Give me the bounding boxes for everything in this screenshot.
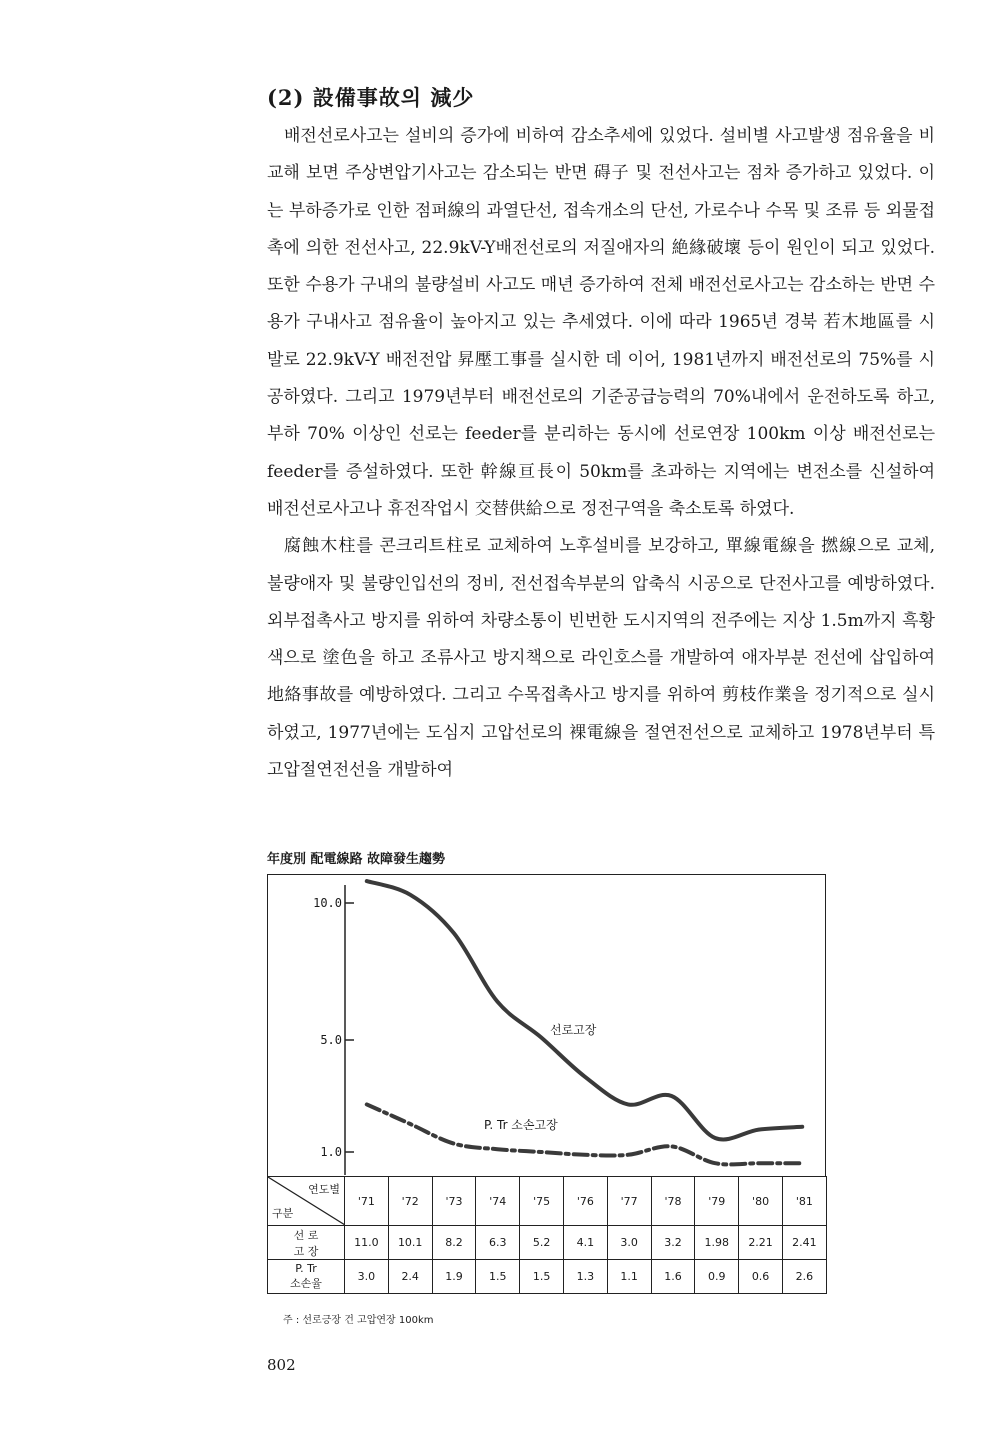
- y-tick-label: 10.0: [313, 896, 342, 910]
- year-header: '72: [388, 1177, 432, 1226]
- paragraph-1: 배전선로사고는 설비의 증가에 비하여 감소추세에 있었다. 설비별 사고발생 점유율을 비교해 보면 주상변압기사고는 감소되는 반면 碍子 및 전선사고는 점차 증가하고 있었다. 이는 부하증가로 인한 점퍼線의 과열단선, 접속개소의 단선, 가로수나 수목 및 조류 등 외물접촉에 의한 전선사고, 22.9kV-Y배전선로의 저질애자의 絶緣破壞 등이 원인이 되고 있었다. 또한 수용가 구내의 불량설비 사고도 매년 증가하여 전체 배전선로사고는 감소하는 반면 수용가 구내사고 점유율이 높아지고 있는 추세였다. 이에 따라 1965년 경북 若木地區를 시발로 22.9kV-Y 배전전압 昇壓工事를 실시한 데 이어, 1981년까지 배전선로의 75%를 시공하였다. 그리고 1979년부터 배전선로의 기준공급능력의 70%내에서 운전하도록 하고, 부하 70% 이상인 선로는 feeder를 분리하는 동시에 선로연장 100km 이상 배전선로는 feeder를 증설하였다. 또한 幹線亘長이 50km를 초과하는 지역에는 변전소를 신설하여 배전선로사고나 휴전작업시 交替供給으로 정전구역을 축소토록 하였다.: [267, 126, 935, 519]
- table-cell: 0.6: [739, 1260, 783, 1294]
- table-cell: 1.5: [476, 1260, 520, 1294]
- table-cell: 1.3: [563, 1260, 607, 1294]
- row-label: [268, 1260, 345, 1294]
- table-cell: 0.9: [695, 1260, 739, 1294]
- year-header: '78: [651, 1177, 695, 1226]
- table-cell: 3.0: [345, 1260, 389, 1294]
- table-row: [268, 1226, 827, 1260]
- table-cell: 2.21: [739, 1226, 783, 1260]
- table-cell: 1.98: [695, 1226, 739, 1260]
- year-header: '73: [432, 1177, 476, 1226]
- year-header: '71: [345, 1177, 389, 1226]
- table-cell: 11.0: [345, 1226, 389, 1260]
- row-label-line: 소손율: [290, 1277, 322, 1290]
- year-header: '77: [607, 1177, 651, 1226]
- table-cell: 3.2: [651, 1226, 695, 1260]
- table-cell: 1.9: [432, 1260, 476, 1294]
- paragraph-2: 腐蝕木柱를 콘크리트柱로 교체하여 노후설비를 보강하고, 單線電線을 撚線으로 교체, 불량애자 및 불량인입선의 정비, 전선접속부분의 압축식 시공으로 단전사고를 예방하였다. 외부접촉사고 방지를 위하여 차량소통이 빈번한 도시지역의 전주에는 지상 1.5m까지 흑황색으로 塗色을 하고 조류사고 방지책으로 라인호스를 개발하여 애자부분 전선에 삽입하여 地絡事故를 예방하였다. 그리고 수목접촉사고 방지를 위하여 剪枝作業을 정기적으로 실시하였고, 1977년에는 도심지 고압선로의 裸電線을 절연전선으로 교체하고 1978년부터 특고압절연전선을 개발하여: [267, 536, 935, 781]
- year-header: '80: [739, 1177, 783, 1226]
- year-header: '81: [782, 1177, 826, 1226]
- series-label: 선로고장: [550, 1023, 597, 1037]
- table-header-row: [268, 1177, 827, 1226]
- year-header: '76: [563, 1177, 607, 1226]
- corner-label-year: 연도별: [308, 1183, 340, 1196]
- table-cell: 1.6: [651, 1260, 695, 1294]
- table-cell: 1.5: [520, 1260, 564, 1294]
- section-title: (2) 設備事故의 減少: [267, 85, 475, 110]
- row-label-line: 선 로: [293, 1228, 319, 1242]
- table-cell: 3.0: [607, 1226, 651, 1260]
- body-text: [267, 118, 935, 789]
- corner-label-category: 구분: [272, 1207, 294, 1220]
- page-number: 802: [267, 1356, 296, 1374]
- table-cell: 2.6: [782, 1260, 826, 1294]
- series-line-line-fault: [367, 881, 802, 1139]
- table-cell: 10.1: [388, 1226, 432, 1260]
- table-cell: 5.2: [520, 1226, 564, 1260]
- row-label-line: P. Tr: [295, 1262, 317, 1275]
- data-table: [267, 1176, 827, 1294]
- y-tick-label: 1.0: [320, 1145, 342, 1159]
- y-tick-label: 5.0: [320, 1033, 342, 1047]
- footnote: 주 : 선로긍장 건 고압연장 100km: [283, 1315, 434, 1326]
- table-corner-cell: [268, 1177, 345, 1226]
- table-cell: 2.41: [782, 1226, 826, 1260]
- table-cell: 4.1: [563, 1226, 607, 1260]
- chart-frame: [267, 874, 826, 1177]
- chart-caption: 年度別 配電線路 故障發生趨勢: [267, 852, 446, 867]
- row-label-line: 고 장: [293, 1244, 319, 1258]
- series-label: P. Tr 소손고장: [484, 1118, 558, 1132]
- table-cell: 8.2: [432, 1226, 476, 1260]
- year-header: '75: [520, 1177, 564, 1226]
- row-label: [268, 1226, 345, 1260]
- table-row: [268, 1260, 827, 1294]
- year-header: '74: [476, 1177, 520, 1226]
- table-cell: 1.1: [607, 1260, 651, 1294]
- year-header: '79: [695, 1177, 739, 1226]
- table-cell: 2.4: [388, 1260, 432, 1294]
- table-cell: 6.3: [476, 1226, 520, 1260]
- series-line-ptr-fault: [367, 1104, 802, 1164]
